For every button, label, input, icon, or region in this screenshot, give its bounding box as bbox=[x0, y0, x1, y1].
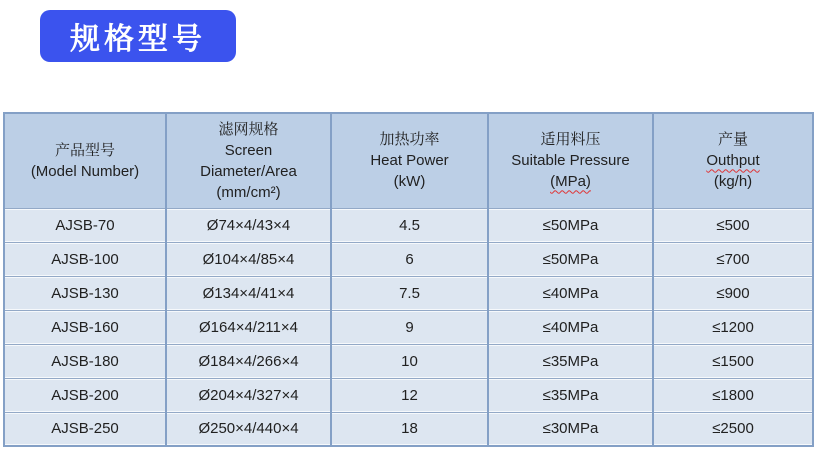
cell-output: ≤1800 bbox=[653, 378, 813, 412]
cell-model: AJSB-130 bbox=[4, 276, 166, 310]
header-line: 滤网规格 bbox=[218, 120, 279, 138]
cell-pressure: ≤30MPa bbox=[488, 412, 653, 446]
header-line: Heat Power bbox=[370, 152, 449, 170]
cell-power: 6 bbox=[331, 242, 488, 276]
misspelled-word: Outhput bbox=[706, 152, 760, 170]
header-line: 产量 bbox=[717, 131, 748, 149]
table-header-row bbox=[4, 113, 813, 208]
cell-pressure: ≤35MPa bbox=[488, 378, 653, 412]
cell-power: 4.5 bbox=[331, 208, 488, 242]
cell-output: ≤700 bbox=[653, 242, 813, 276]
header-line: Suitable Pressure bbox=[511, 152, 630, 170]
table-row bbox=[4, 378, 813, 412]
cell-model: AJSB-160 bbox=[4, 310, 166, 344]
cell-pressure: ≤35MPa bbox=[488, 344, 653, 378]
cell-screen: Ø184×4/266×4 bbox=[166, 344, 331, 378]
header-line: 加热功率 bbox=[379, 131, 440, 149]
cell-pressure: ≤40MPa bbox=[488, 276, 653, 310]
cell-power: 7.5 bbox=[331, 276, 488, 310]
table-row bbox=[4, 344, 813, 378]
header-line bbox=[654, 150, 812, 171]
cell-output: ≤1500 bbox=[653, 344, 813, 378]
cell-screen: Ø250×4/440×4 bbox=[166, 412, 331, 446]
cell-output: ≤500 bbox=[653, 208, 813, 242]
cell-model: AJSB-180 bbox=[4, 344, 166, 378]
table-row bbox=[4, 310, 813, 344]
header-line bbox=[489, 171, 652, 192]
cell-screen: Ø134×4/41×4 bbox=[166, 276, 331, 310]
cell-model: AJSB-100 bbox=[4, 242, 166, 276]
table-row bbox=[4, 208, 813, 242]
col-header-output bbox=[653, 113, 813, 208]
header-line: (Model Number) bbox=[30, 162, 140, 180]
misspelled-word: (MPa) bbox=[550, 173, 591, 191]
cell-screen: Ø74×4/43×4 bbox=[166, 208, 331, 242]
header-line: (kg/h) bbox=[713, 173, 753, 191]
header-line: (mm/cm²) bbox=[216, 183, 281, 201]
col-header-power bbox=[331, 113, 488, 208]
cell-power: 18 bbox=[331, 412, 488, 446]
cell-power: 9 bbox=[331, 310, 488, 344]
cell-power: 10 bbox=[331, 344, 488, 378]
col-header-model bbox=[4, 113, 166, 208]
table-row bbox=[4, 276, 813, 310]
cell-power: 12 bbox=[331, 378, 488, 412]
cell-model: AJSB-70 bbox=[4, 208, 166, 242]
cell-output: ≤1200 bbox=[653, 310, 813, 344]
cell-screen: Ø164×4/211×4 bbox=[166, 310, 331, 344]
cell-model: AJSB-250 bbox=[4, 412, 166, 446]
cell-pressure: ≤50MPa bbox=[488, 208, 653, 242]
cell-pressure: ≤50MPa bbox=[488, 242, 653, 276]
header-line: (kW) bbox=[393, 173, 426, 191]
cell-output: ≤900 bbox=[653, 276, 813, 310]
section-title: 规格型号 bbox=[70, 23, 206, 56]
cell-screen: Ø204×4/327×4 bbox=[166, 378, 331, 412]
header-line: Diameter/Area bbox=[200, 162, 297, 180]
section-title-badge bbox=[40, 10, 236, 62]
header-line: 产品型号 bbox=[54, 141, 115, 159]
cell-screen: Ø104×4/85×4 bbox=[166, 242, 331, 276]
cell-output: ≤2500 bbox=[653, 412, 813, 446]
col-header-pressure bbox=[488, 113, 653, 208]
spec-table bbox=[3, 112, 814, 447]
table-row bbox=[4, 242, 813, 276]
table-row bbox=[4, 412, 813, 446]
header-line: 适用料压 bbox=[540, 131, 601, 149]
cell-pressure: ≤40MPa bbox=[488, 310, 653, 344]
header-line: Screen bbox=[224, 141, 273, 159]
cell-model: AJSB-200 bbox=[4, 378, 166, 412]
col-header-screen bbox=[166, 113, 331, 208]
